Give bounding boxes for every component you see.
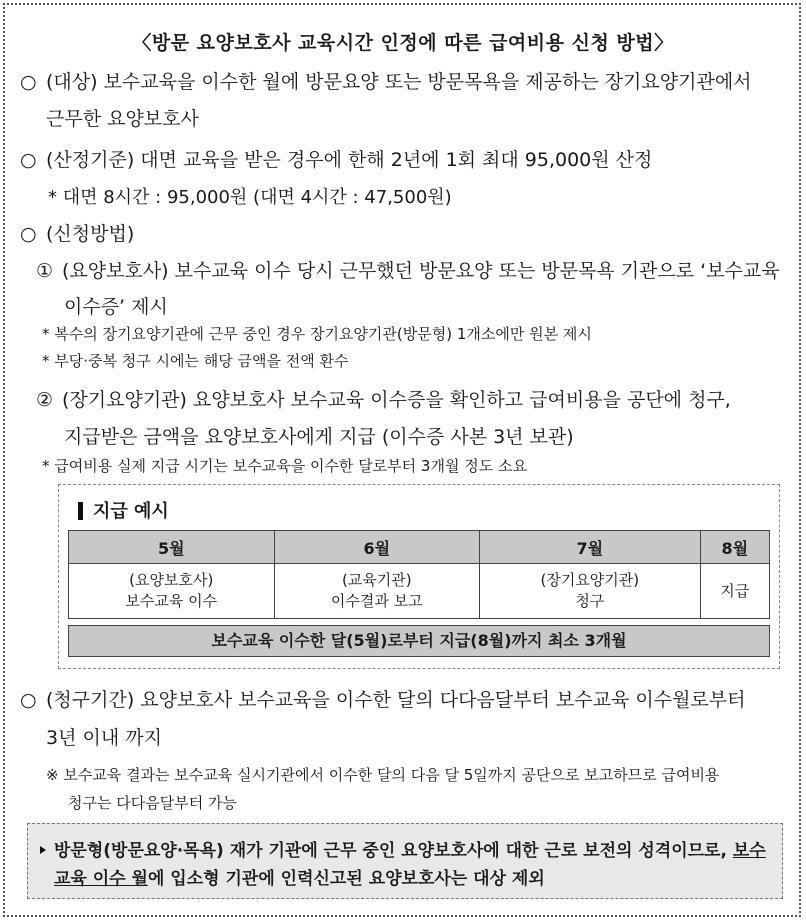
period-note2: 청구는 다다음달부터 가능 xyxy=(68,794,237,812)
table-cell: (장기요양기관) 청구 xyxy=(480,564,701,619)
table-row xyxy=(69,564,770,619)
criteria-line1: (산정기준) 대면 교육을 받은 경우에 한해 2년에 1회 최대 95,000원 산정 xyxy=(46,149,653,171)
month-header: 7월 xyxy=(480,531,701,564)
month-header: 5월 xyxy=(69,531,275,564)
method-heading: ○ (신청방법) xyxy=(20,223,135,245)
exclusion-line1: 방문형(방문요양·목욕) 재가 기관에 근무 중인 요양보호사에 대한 근로 보전의 성격이므로, 보수 xyxy=(40,836,766,861)
triangle-bullet-icon xyxy=(40,846,46,854)
month-header: 8월 xyxy=(700,531,769,564)
step2-line2: 지급받은 금액을 요양보호사에게 지급 (이수증 사본 3년 보관) xyxy=(64,426,574,448)
page-title: 〈방문 요양보호사 교육시간 인정에 따른 급여비용 신청 방법〉 xyxy=(132,32,674,54)
target-line1: (대상) 보수교육을 이수한 월에 방문요양 또는 방문목욕을 제공하는 장기요양기관에서 xyxy=(46,71,752,93)
step1-note2: * 부당·중복 청구 시에는 해당 금액을 전액 환수 xyxy=(42,352,349,370)
method-step2 xyxy=(36,385,731,412)
period-note1: ※ 보수교육 결과는 보수교육 실시기관에서 이수한 달의 다음 달 5일까지 공단으로 보고하므로 급여비용 xyxy=(46,766,720,784)
period-item xyxy=(20,685,746,712)
table-header-row xyxy=(69,531,770,564)
example-title: 지급 예시 xyxy=(78,497,169,523)
example-summary: 보수교육 이수한 달(5월)로부터 지급(8월)까지 최소 3개월 xyxy=(68,625,770,657)
table-cell: (요양보호사) 보수교육 이수 xyxy=(69,564,275,619)
exclusion-line2: 교육 이수 월에 입소형 기관에 인력신고된 요양보호사는 대상 제외 xyxy=(54,869,545,889)
step2-note: * 급여비용 실제 지급 시기는 보수교육을 이수한 달로부터 3개월 정도 소요 xyxy=(42,457,527,475)
table-cell: 지급 xyxy=(700,564,769,619)
period-line1: (청구기간) 요양보호사 보수교육을 이수한 달의 다다음달부터 보수교육 이수월로부터 xyxy=(46,689,746,711)
step1-line2: 이수증’ 제시 xyxy=(64,296,168,318)
bullet-marker: ○ xyxy=(20,149,37,171)
criteria-note: * 대면 8시간 : 95,000원 (대면 4시간 : 47,500원) xyxy=(48,187,452,208)
target-item xyxy=(20,67,752,94)
month-header: 6월 xyxy=(274,531,480,564)
bullet-marker: ○ xyxy=(20,689,37,711)
step-number: ② xyxy=(36,389,54,411)
step2-line1: (장기요양기관) 요양보호사 보수교육 이수증을 확인하고 급여비용을 공단에 청구, xyxy=(62,389,731,411)
payment-schedule-table xyxy=(68,530,770,619)
period-line2: 3년 이내 까지 xyxy=(46,727,162,749)
step1-line1: (요양보호사) 보수교육 이수 당시 근무했던 방문요양 또는 방문목욕 기관으로 ‘보수교육 xyxy=(62,260,780,282)
step-number: ① xyxy=(36,260,54,282)
criteria-item xyxy=(20,145,652,172)
title-bar-icon xyxy=(78,502,83,520)
step1-note1: * 복수의 장기요양기관에 근무 중인 경우 장기요양기관(방문형) 1개소에만 원본 제시 xyxy=(42,325,592,343)
target-line2: 근무한 요양보호사 xyxy=(46,108,199,130)
bullet-marker: ○ xyxy=(20,223,37,245)
table-cell: (교육기관) 이수결과 보고 xyxy=(274,564,480,619)
method-step1 xyxy=(36,256,780,283)
bullet-marker: ○ xyxy=(20,71,37,93)
